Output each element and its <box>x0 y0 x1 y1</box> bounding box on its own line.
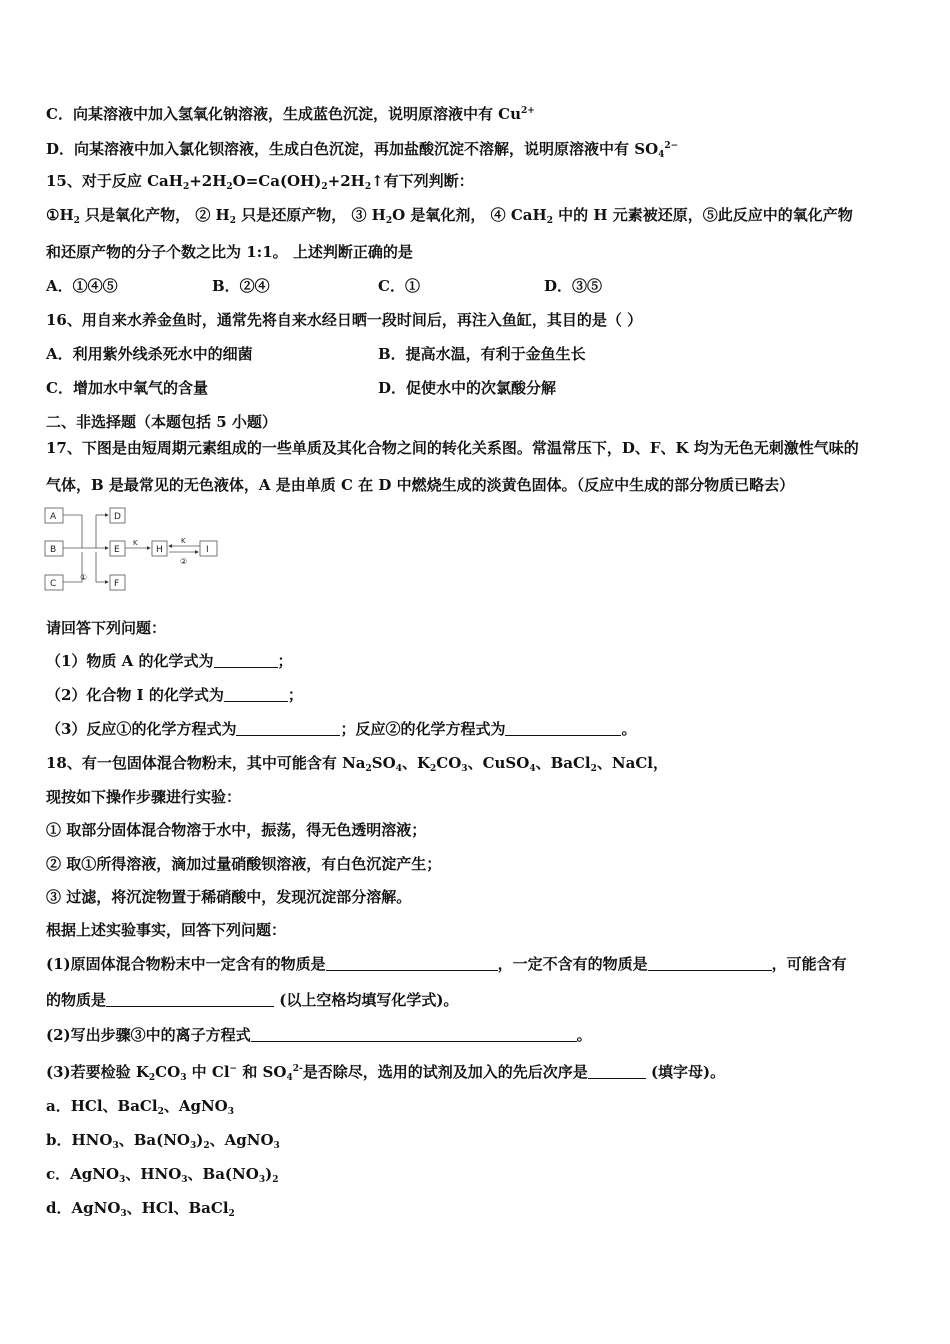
q16-stem: 16、用自来水养金鱼时，通常先将自来水经日晒一段时间后，再注入鱼缸，其目的是（ ） <box>46 311 643 329</box>
reaction-diagram <box>44 506 224 598</box>
edge-k-label-2: K <box>181 537 186 545</box>
q15-statements: $①H_2$ 只是氧化产物， ② $H_2$ 只是还原产物， ③ $H_2O$ 是氧化剂， ④ CaH$_2$ 中的 H 元素被还原，⑤此反应中的氧化产物 <box>46 206 853 226</box>
q15-option-a: A．①④⑤ <box>46 277 118 295</box>
q17-prompt: 请回答下列问题： <box>46 619 167 637</box>
q18-part-3: (3)若要检验 $K_2CO_3$ 中 Cl− 和 $SO_4^{2-}$是否除尽，选用的试剂及加入的先后次序是 (填字母)。 <box>46 1063 726 1083</box>
edge-reaction-2-label: ② <box>180 557 188 566</box>
q15-option-c: C．① <box>378 277 420 295</box>
q17-part-2: （2）化合物 I 的化学式为 ； <box>46 686 303 704</box>
q18-step-3: ③ 过滤，将沉淀物置于稀硝酸中，发现沉淀部分溶解。 <box>46 888 412 906</box>
q18-step-2: ② 取①所得溶液，滴加过量硝酸钡溶液，有白色沉淀产生； <box>46 855 442 873</box>
answer-blank[interactable] <box>251 1027 577 1042</box>
q15-option-d: D．③⑤ <box>544 277 603 295</box>
answer-blank[interactable] <box>326 956 498 971</box>
q18-option-b: b．$HNO_3$、$Ba(NO_3)_2$、AgNO$_3$ <box>46 1131 280 1151</box>
q16-option-b: B．提高水温，有利于金鱼生长 <box>378 345 586 363</box>
answer-blank[interactable] <box>236 721 340 736</box>
q16-option-d: D．促使水中的次氯酸分解 <box>378 379 557 397</box>
q18-prompt: 根据上述实验事实，回答下列问题： <box>46 921 287 939</box>
q15-statement-cont: 和还原产物的分子个数之比为 1:1。 上述判断正确的是 <box>46 243 413 261</box>
q18-option-c: c．AgNO$_3$、$HNO_3$、$Ba(NO_3)_2$ <box>46 1165 279 1185</box>
q18-part-1: (1)原固体混合物粉末中一定含有的物质是 ，一定不含有的物质是 ，可能含有 <box>46 955 847 973</box>
q18-option-d: d．AgNO$_3$、HCl、BaCl$_2$ <box>46 1199 235 1219</box>
node-e-label: E <box>114 545 120 555</box>
node-b-label: B <box>50 545 57 555</box>
node-f-label: F <box>114 579 120 589</box>
q17-part-3: （3）反应①的化学方程式为 ；反应②的化学方程式为 。 <box>46 720 637 738</box>
q18-option-a: a．HCl、BaCl$_2$、AgNO$_3$ <box>46 1097 235 1117</box>
edge-reaction-1-label: ① <box>80 573 88 582</box>
answer-blank[interactable] <box>505 721 621 736</box>
section-heading: 二、非选择题（本题包括 5 小题） <box>46 413 277 431</box>
q15-stem: 15、对于反应 $CaH_2+2H_2O=Ca(OH)_2+2H_2↑$有下列判断： <box>46 172 474 192</box>
q18-stem: 18、有一包固体混合物粉末，其中可能含有 $Na_2SO_4$、$K_2CO_3$、CuSO$_4$、BaCl$_2$、NaCl， <box>46 754 668 774</box>
q14-option-c: C．向某溶液中加入氢氧化钠溶液，生成蓝色沉淀，说明原溶液中有 $Cu^{2+}$ <box>46 105 535 123</box>
node-h-label: H <box>156 545 163 555</box>
q18-part-2: (2)写出步骤③中的离子方程式 。 <box>46 1026 592 1044</box>
edge-k-label-1: K <box>133 539 138 547</box>
q18-part-1-cont: 的物质是 (以上空格均填写化学式)。 <box>46 991 459 1009</box>
node-a-label: A <box>50 512 57 522</box>
node-i-label: I <box>206 545 209 555</box>
answer-blank[interactable] <box>224 687 288 702</box>
q16-option-c: C．增加水中氧气的含量 <box>46 379 208 397</box>
answer-blank[interactable] <box>106 992 274 1007</box>
q14-option-d: D．向某溶液中加入氯化钡溶液，生成白色沉淀，再加盐酸沉淀不溶解，说明原溶液中有 $SO_4^{2-}$ <box>46 140 679 160</box>
answer-blank[interactable] <box>214 653 278 668</box>
q18-intro: 现按如下操作步骤进行实验： <box>46 788 242 806</box>
answer-blank[interactable] <box>648 956 772 971</box>
answer-blank[interactable] <box>588 1064 646 1079</box>
q17-part-1: （1）物质 A 的化学式为 ； <box>46 652 293 670</box>
q18-step-1: ① 取部分固体混合物溶于水中，振荡，得无色透明溶液； <box>46 821 427 839</box>
node-c-label: C <box>50 579 57 589</box>
node-d-label: D <box>114 512 121 522</box>
q15-option-b: B．②④ <box>212 277 270 295</box>
q16-option-a: A．利用紫外线杀死水中的细菌 <box>46 345 253 363</box>
q17-stem-1: 17、下图是由短周期元素组成的一些单质及其化合物之间的转化关系图。常温常压下，D、F、K 均为无色无刺激性气味的 <box>46 439 859 457</box>
q17-stem-2: 气体，B 是最常见的无色液体，A 是由单质 C 在 D 中燃烧生成的淡黄色固体。（反应中生成的部分物质已略去） <box>46 476 795 494</box>
